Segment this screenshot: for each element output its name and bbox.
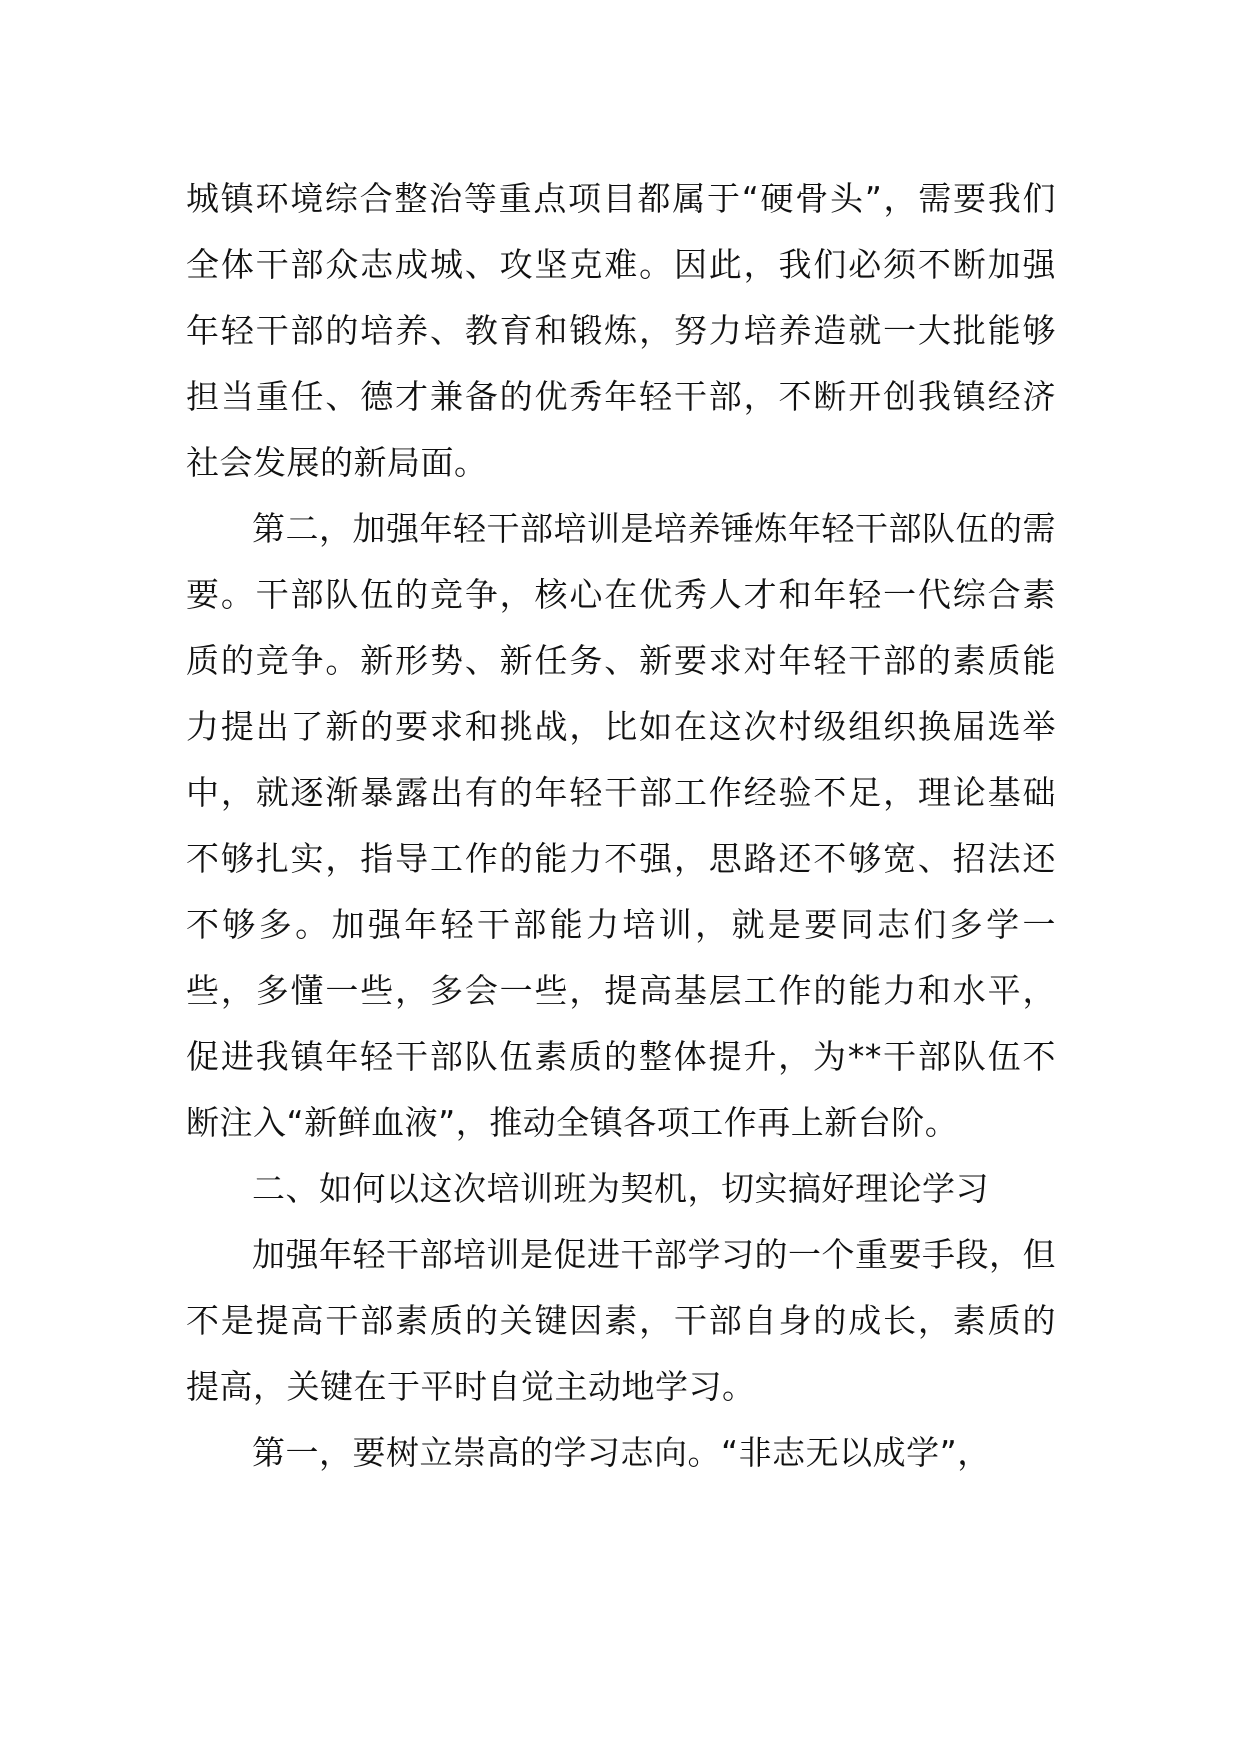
section-heading: 二、如何以这次培训班为契机，切实搞好理论学习 [252, 1169, 989, 1208]
paragraph-4: 加强年轻干部培训是促进干部学习的一个重要手段，但不是提高干部素质的关键因素，干部自身的成长，素质的提高，关键在于平时自觉主动地学习。 [186, 1235, 1056, 1406]
paragraph-5: 第一，要树立崇高的学习志向。“非志无以成学”， [252, 1433, 991, 1472]
paragraph-2: 第二，加强年轻干部培训是培养锤炼年轻干部队伍的需要。干部队伍的竞争，核心在优秀人才和年轻一代综合素质的竞争。新形势、新任务、新要求对年轻干部的素质能力提出了新的要求和挑战，比如在这次村级组织换届选举中，就逐渐暴露出有的年轻干部工作经验不足，理论基础不够扎实，指导工作的能力不强，思路还不够宽、招法还不够多。加强年轻干部能力培训，就是要同志们多学一些，多懂一些，多会一些，提高基层工作的能力和水平，促进我镇年轻干部队伍素质的整体提升，为**干部队伍不断注入“新鲜血液”，推动全镇各项工作再上新台阶。 [186, 509, 1056, 1142]
document-body [186, 166, 1056, 1486]
paragraph-1: 城镇环境综合整治等重点项目都属于“硬骨头”，需要我们全体干部众志成城、攻坚克难。因此，我们必须不断加强年轻干部的培养、教育和锻炼，努力培养造就一大批能够担当重任、德才兼备的优秀年轻干部，不断开创我镇经济社会发展的新局面。 [186, 179, 1056, 482]
